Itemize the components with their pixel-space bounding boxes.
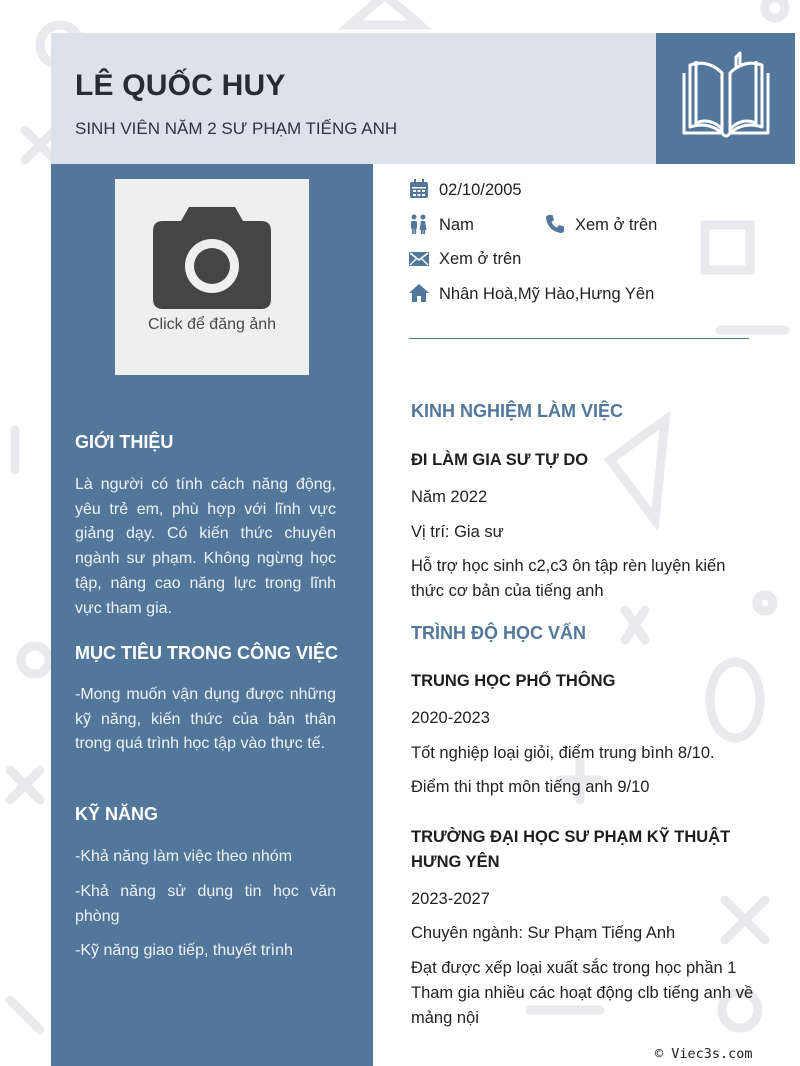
job-position[interactable]: Vị trí: Gia sư <box>411 523 504 541</box>
birthday-value[interactable]: 02/10/2005 <box>439 181 522 199</box>
sidebar <box>51 164 373 1066</box>
gender-icon <box>409 214 429 234</box>
intro-text[interactable]: Là người có tính cách năng động, yêu trẻ em, phù hợp với lĩnh vực giảng dạy. Có kiến thức chuyên ngành sư phạm. Không ngừng học tập, nâng cao năng lực trong lĩnh vực tham gia. <box>75 476 336 617</box>
job-period[interactable]: Năm 2022 <box>411 488 488 506</box>
gender-value[interactable]: Nam <box>439 216 474 234</box>
logo-box <box>656 33 795 164</box>
home-icon <box>409 283 429 303</box>
intro-heading: GIỚI THIỆU <box>75 432 174 452</box>
objective-text[interactable]: -Mong muốn vận dụng được những kỹ năng, kiến thức của bản thân trong quá trình học tập vào thực tế. <box>75 686 336 753</box>
book-icon <box>678 51 774 143</box>
school-detail[interactable]: Tham gia nhiều các hoạt động clb tiếng anh về mảng nội <box>411 984 754 1027</box>
phone-icon <box>545 214 565 234</box>
email-icon <box>409 249 429 269</box>
experience-heading: KINH NGHIỆM LÀM VIỆC <box>411 401 624 421</box>
photo-upload-label: Click để đăng ảnh <box>147 316 277 333</box>
skills-heading: KỸ NĂNG <box>75 804 159 824</box>
section-divider <box>409 338 749 339</box>
email-value[interactable]: Xem ở trên <box>439 250 522 268</box>
skill-item[interactable]: -Khả năng sử dụng tin học văn phòng <box>75 883 336 925</box>
candidate-name[interactable]: LÊ QUỐC HUY <box>75 69 286 102</box>
objective-heading: MỤC TIÊU TRONG CÔNG VIỆC <box>75 643 339 663</box>
school-detail[interactable]: Điểm thi thpt môn tiếng anh 9/10 <box>411 778 650 796</box>
school-detail[interactable]: Tốt nghiệp loại giỏi, điểm trung bình 8/10. <box>411 744 715 762</box>
school-period[interactable]: 2023-2027 <box>411 890 490 908</box>
calendar-icon <box>409 179 429 199</box>
job-title[interactable]: ĐI LÀM GIA SƯ TỰ DO <box>411 451 589 469</box>
header-banner <box>51 33 656 164</box>
candidate-title[interactable]: SINH VIÊN NĂM 2 SƯ PHẠM TIẾNG ANH <box>75 119 398 138</box>
education-heading: TRÌNH ĐỘ HỌC VẤN <box>411 623 586 643</box>
photo-upload[interactable] <box>115 179 309 375</box>
skill-item[interactable]: -Kỹ năng giao tiếp, thuyết trình <box>75 942 293 959</box>
school-detail[interactable]: Chuyên ngành: Sư Phạm Tiếng Anh <box>411 924 676 942</box>
skill-item[interactable]: -Khả năng làm việc theo nhóm <box>75 848 293 865</box>
school-detail[interactable]: Đạt được xếp loại xuất sắc trong học phần 1 <box>411 959 737 977</box>
school-name[interactable]: TRƯỜNG ĐẠI HỌC SƯ PHẠM KỸ THUẬT HƯNG YÊN <box>411 828 731 871</box>
address-value[interactable]: Nhân Hoà,Mỹ Hào,Hưng Yên <box>439 285 655 303</box>
resume-page <box>51 33 795 1066</box>
phone-value[interactable]: Xem ở trên <box>575 216 658 234</box>
school-name[interactable]: TRUNG HỌC PHỔ THÔNG <box>411 672 616 690</box>
job-description[interactable]: Hỗ trợ học sinh c2,c3 ôn tập rèn luyện kiến thức cơ bản của tiếng anh <box>411 557 726 600</box>
copyright-text: © Viec3s.com <box>655 1046 753 1062</box>
school-period[interactable]: 2020-2023 <box>411 709 490 727</box>
camera-icon <box>153 207 271 312</box>
